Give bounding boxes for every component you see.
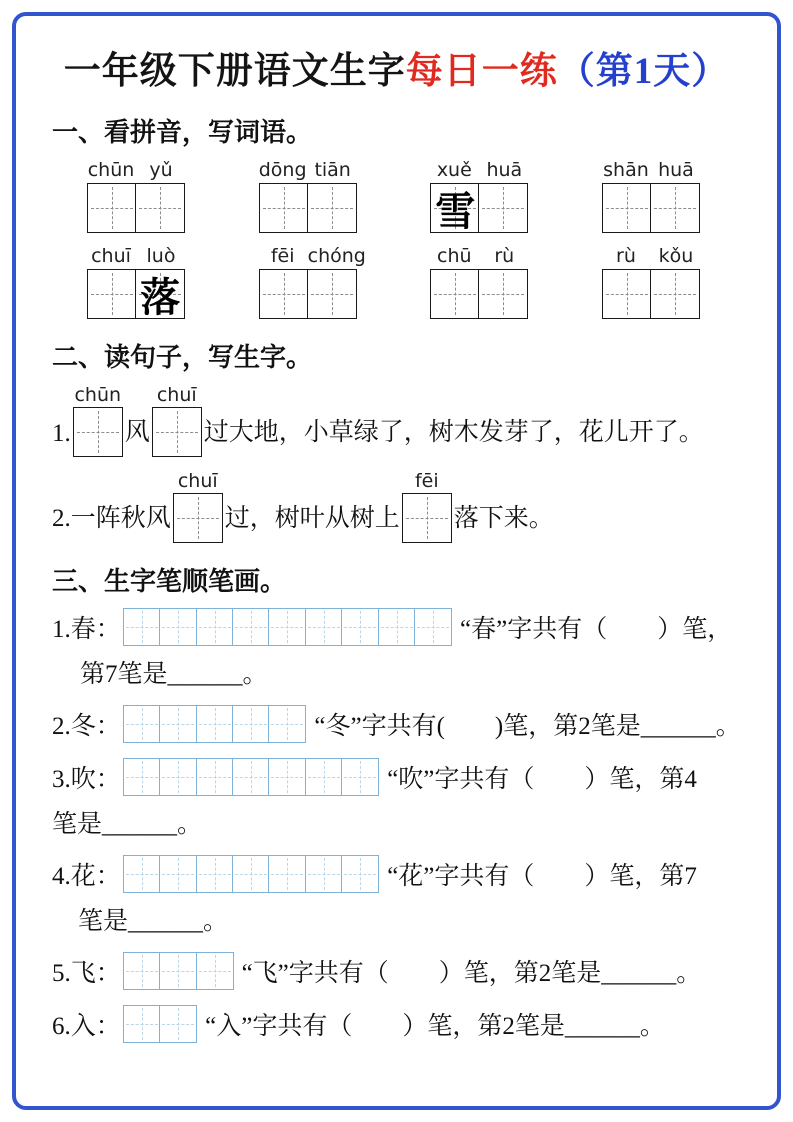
pinyin-label: chuī [177,470,218,492]
prefilled-character: 落 [140,274,181,320]
stroke-box [123,705,161,743]
title-black-part: 一年级下册语文生字 [63,51,406,92]
pinyin-label [86,159,186,181]
stroke-box [196,855,234,893]
word-group [601,159,701,233]
pinyin-syllable: rù [616,245,636,267]
writing-box [87,269,137,319]
pinyin-syllable: xuě [436,159,472,181]
pinyin-syllable: kǒu [658,245,694,267]
stroke-box-row [123,855,379,893]
word-group [258,245,366,319]
stroke-box [159,1005,197,1043]
writing-box [650,269,700,319]
stroke-practice-row [52,608,741,646]
stroke-box [268,705,306,743]
writing-box-pair [259,183,357,233]
writing-box-pair [430,269,528,319]
stroke-box [341,608,379,646]
writing-box [135,269,185,319]
pinyin-syllable: shān [603,159,649,181]
stroke-practice-row [52,952,741,990]
pinyin-label [86,245,186,267]
stroke-practice-row [52,855,741,893]
writing-box [135,183,185,233]
word-group [601,245,701,319]
stroke-item-label: 1.春： [52,616,121,643]
stroke-practice-row [52,1005,741,1043]
inline-writing-box-group [152,384,202,457]
pinyin-label [429,159,529,181]
sentence-line [52,384,741,457]
pinyin-label [429,245,529,267]
pinyin-syllable: fēi [270,245,295,267]
writing-box [478,183,528,233]
pinyin-label: chuī [156,384,197,406]
writing-box [307,183,357,233]
inline-writing-box-group [402,470,452,543]
writing-box [478,269,528,319]
stroke-box [232,608,270,646]
stroke-box [232,705,270,743]
section2-heading: 二、读句子，写生字。 [52,343,313,372]
writing-box [402,493,452,543]
stroke-question-continuation: 笔是______。 [52,811,203,838]
writing-box [602,269,652,319]
page-title [52,40,741,94]
pinyin-label: chūn [74,384,122,406]
stroke-box-row [123,758,379,796]
writing-box [430,269,480,319]
stroke-item-label: 3.吹： [52,766,121,793]
stroke-question-continuation: 第7笔是______。 [80,661,268,688]
stroke-box [123,952,161,990]
title-red-part: 每日一练 [405,51,558,92]
stroke-box [123,758,161,796]
pinyin-syllable: tiān [314,159,351,181]
stroke-box [159,758,197,796]
stroke-box [305,758,343,796]
stroke-box [305,608,343,646]
stroke-box [159,855,197,893]
sentence-text: 过大地，小草绿了，树木发芽了，花儿开了。 [203,419,704,446]
word-group [429,245,529,319]
stroke-item-label: 2.冬： [52,713,121,740]
stroke-box [341,855,379,893]
writing-box [602,183,652,233]
stroke-question-text: “吹”字共有（ ）笔，第4 [387,766,697,793]
pinyin-syllable: rù [494,245,515,267]
word-group [86,159,186,233]
word-group [86,245,186,319]
stroke-box [232,855,270,893]
stroke-question-text: “飞”字共有（ ）笔，第2笔是______。 [241,960,702,987]
stroke-question-text: “入”字共有（ ）笔，第2笔是______。 [205,1013,665,1040]
writing-box [152,407,202,457]
page-border-frame [12,12,781,1110]
stroke-question-text: “春”字共有（ ）笔， [460,616,733,643]
stroke-box [123,608,161,646]
stroke-box [414,608,452,646]
stroke-question-continuation: 笔是______。 [78,908,229,935]
pinyin-syllable: yǔ [149,159,173,181]
stroke-box [159,608,197,646]
stroke-box [196,952,234,990]
stroke-box [232,758,270,796]
pinyin-label [258,159,358,181]
pinyin-label [601,159,701,181]
stroke-box-row [123,1005,197,1043]
word-row [52,159,741,233]
stroke-item-label: 6.入： [52,1013,121,1040]
stroke-box [268,608,306,646]
writing-box [259,269,309,319]
writing-box-pair [87,269,185,319]
sentence-text: 1. [52,420,71,447]
writing-box [173,493,223,543]
stroke-box [305,855,343,893]
writing-box-pair [602,269,700,319]
stroke-box [268,855,306,893]
prefilled-character: 雪 [435,188,476,234]
sentence-text: 风 [124,419,150,446]
stroke-question-text: “花”字共有（ ）笔，第7 [387,863,697,890]
stroke-item-label: 5.飞： [52,960,121,987]
stroke-box [159,705,197,743]
inline-writing-box-group [173,470,223,543]
pinyin-syllable: huā [658,159,694,181]
writing-box [307,269,357,319]
pinyin-syllable: chūn [87,159,135,181]
stroke-box [196,758,234,796]
writing-box-pair [430,183,528,233]
stroke-box [123,1005,161,1043]
stroke-box [159,952,197,990]
pinyin-syllable: chū [437,245,472,267]
writing-box [259,183,309,233]
section3-heading: 三、生字笔顺笔画。 [52,567,287,596]
stroke-practice-row [52,705,741,743]
section1-heading: 一、看拼音，写词语。 [52,118,313,147]
writing-box-pair [87,183,185,233]
stroke-practice-row [52,758,741,796]
word-row [52,245,741,319]
writing-box [650,183,700,233]
inline-writing-box-group [73,384,123,457]
stroke-box [123,855,161,893]
stroke-box [341,758,379,796]
pinyin-syllable: chóng [307,245,366,267]
writing-box-pair [602,183,700,233]
pinyin-label [601,245,701,267]
writing-box-pair [259,269,357,319]
pinyin-syllable: luò [146,245,176,267]
title-blue-part: （第1天） [557,51,730,92]
stroke-box [196,705,234,743]
pinyin-label [258,245,366,267]
stroke-box [196,608,234,646]
pinyin-syllable: huā [486,159,523,181]
pinyin-label: fēi [414,470,439,492]
stroke-practice-list [52,608,741,1043]
stroke-question-text: “冬”字共有( )笔，第2笔是______。 [314,713,741,740]
pinyin-syllable: dōng [258,159,307,181]
pinyin-syllable: chuī [91,245,131,267]
stroke-box [268,758,306,796]
word-group [258,159,358,233]
stroke-box-row [123,608,452,646]
sentence-line [52,470,741,543]
stroke-box-row [123,705,307,743]
pinyin-word-grid [52,159,741,319]
stroke-box [378,608,416,646]
writing-box [73,407,123,457]
sentence-list [52,384,741,543]
sentence-text: 落下来。 [453,505,554,532]
sentence-text: 过，树叶从树上 [224,505,400,532]
writing-box [430,183,480,233]
stroke-item-label: 4.花： [52,863,121,890]
word-group [429,159,529,233]
writing-box [87,183,137,233]
stroke-box-row [123,952,234,990]
sentence-text: 2.一阵秋风 [52,505,171,532]
